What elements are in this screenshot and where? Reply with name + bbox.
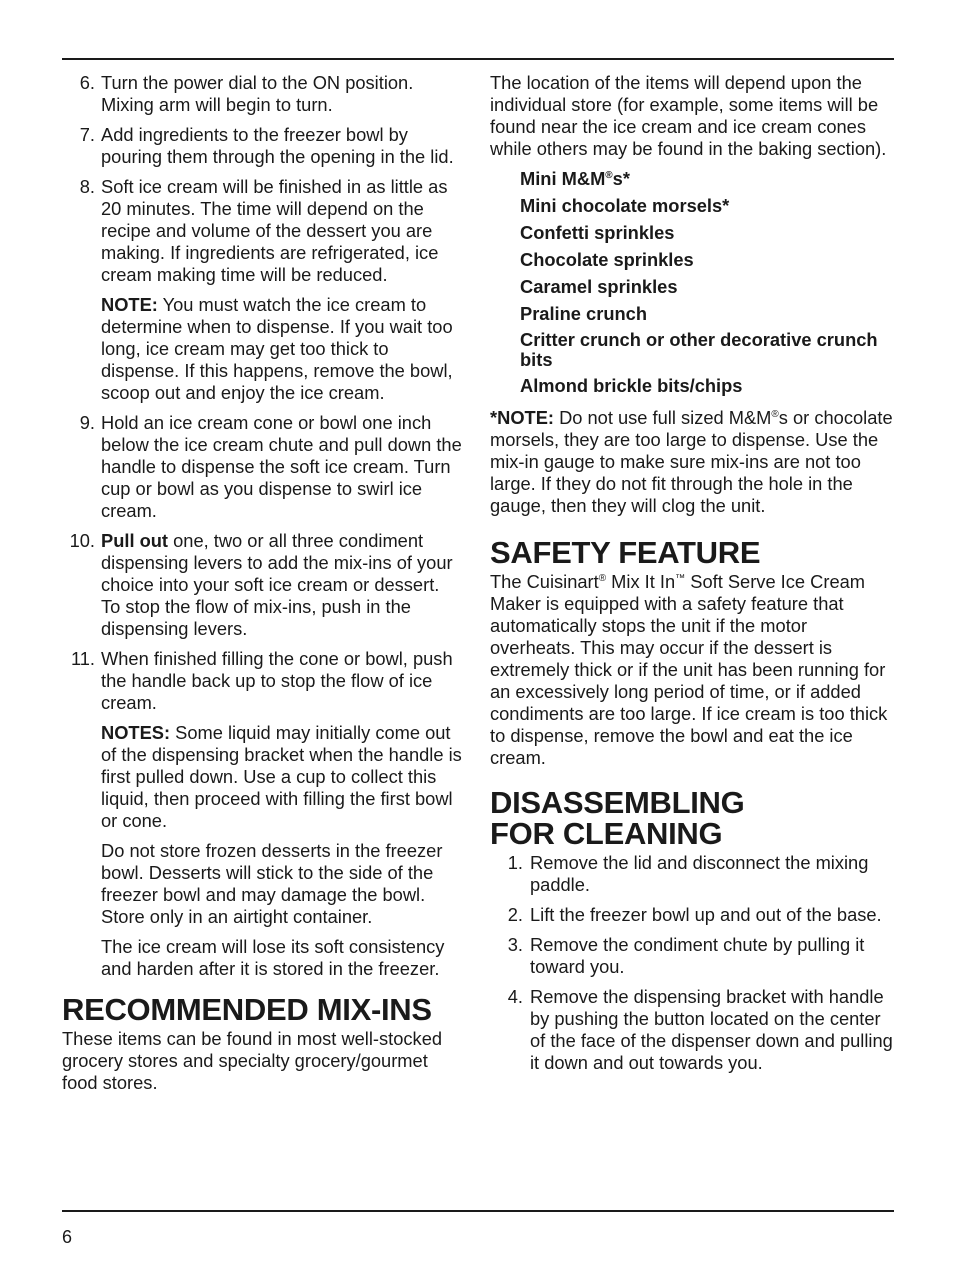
step-text: Remove the dispensing bracket with handle by pushing the button located on the center of the face of the dispenser down and pulling it down and out towards you.	[530, 986, 893, 1073]
note-text: s or chocolate morsels, they are too large to dispense. Use the mix-in gauge to make sure mix-ins are not too large. If they do not fit through the hole in the gauge, then they will clog the unit.	[490, 407, 893, 516]
step-number: 9.	[79, 412, 95, 433]
step-emphasis: Pull out	[101, 530, 169, 551]
step-text: Remove the condiment chute by pulling it toward you.	[530, 934, 865, 977]
step-number: 1.	[507, 852, 523, 873]
note-label: *NOTE:	[490, 407, 554, 428]
list-item	[62, 176, 462, 286]
step-number: 7.	[79, 124, 95, 145]
list-item	[490, 986, 895, 1074]
list-item: Praline crunch	[520, 303, 647, 324]
page-number: 6	[62, 1227, 73, 1247]
step-number: 11.	[70, 648, 95, 669]
step-text: Remove the lid and disconnect the mixing paddle.	[530, 852, 869, 895]
list-item: Confetti sprinkles	[520, 222, 675, 243]
list-item: Critter crunch or other decorative crunch bits	[520, 329, 878, 370]
step-text: one, two or all three condiment dispensing levers to add the mix-ins of your choice into your soft ice cream or dessert. To stop the flow of mix-ins, push in the dispensing levers.	[101, 530, 453, 639]
step-text: Hold an ice cream cone or bowl one inch below the ice cream chute and pull down the handle to dispense the soft ice cream. Turn cup or bowl as you dispense to swirl ice cream.	[101, 412, 462, 521]
registered-mark: ®	[771, 408, 779, 420]
safety-text: Soft Serve Ice Cream Maker is equipped with a safety feature that automatically stops the unit if the motor overheats. This may occur if the dessert is extremely thick or if the unit has been running for an excessively long period of time, or if added condiments are too large. If ice cream is too thick to dispense, remove the bowl and eat the ice cream.	[490, 571, 888, 768]
step-number: 3.	[507, 934, 523, 955]
step-number: 10.	[69, 530, 95, 551]
list-item	[490, 904, 895, 926]
list-item	[62, 530, 462, 640]
note-text: You must watch the ice cream to determine when to dispense. If you wait too long, ice cream may get too thick to dispense. If this happens, remove the bowl, scoop out and enjoy the ice cream.	[101, 294, 453, 403]
registered-mark: ®	[598, 572, 607, 584]
list-item	[62, 124, 462, 168]
registered-mark: ®	[605, 169, 613, 181]
list-item	[520, 168, 895, 190]
note-paragraph	[490, 407, 895, 517]
step-text: Lift the freezer bowl up and out of the base.	[530, 904, 882, 925]
list-item	[490, 852, 895, 896]
notes-text: Some liquid may initially come out of the dispensing bracket when the handle is first pulled down. Use a cup to collect this liquid, then proceed with filling the first bowl or cone.	[101, 722, 462, 831]
step-text: Soft ice cream will be finished in as little as 20 minutes. The time will depend on the recipe and volume of the dessert you are making. If ingredients are refrigerated, ice cream making time will be reduced.	[101, 176, 448, 285]
step-text: Add ingredients to the freezer bowl by pouring them through the opening in the lid.	[101, 124, 454, 167]
step-text: When finished filling the cone or bowl, push the handle back up to stop the flow of ice cream.	[101, 648, 453, 713]
section-heading-safety: SAFETY FEATURE	[490, 535, 761, 570]
left-column	[62, 72, 462, 1094]
top-rule	[62, 58, 894, 60]
list-item: Mini chocolate morsels*	[520, 195, 730, 216]
safety-paragraph	[490, 571, 895, 769]
notes-paragraph: Do not store frozen desserts in the freezer bowl. Desserts will stick to the side of the freezer bowl and may damage the bowl. Store only in an airtight container.	[101, 840, 443, 927]
notes-paragraph: The ice cream will lose its soft consistency and harden after it is stored in the freezer.	[101, 936, 445, 979]
trademark-mark: ™	[675, 572, 686, 584]
section-heading-disassembly	[490, 787, 895, 849]
list-item: Chocolate sprinkles	[520, 249, 694, 270]
section-heading-mixins: RECOMMENDED MIX-INS	[62, 992, 432, 1027]
bottom-rule	[62, 1210, 894, 1212]
mixins-list	[490, 168, 895, 397]
step-number: 6.	[79, 72, 95, 93]
step-text: Turn the power dial to the ON position. Mixing arm will begin to turn.	[101, 72, 414, 115]
safety-text: The Cuisinart	[490, 571, 599, 592]
notes-paragraph	[62, 722, 462, 832]
list-item	[62, 412, 462, 522]
note-label: NOTE:	[101, 294, 158, 315]
step-number: 2.	[507, 904, 523, 925]
mixins-intro: These items can be found in most well-stocked grocery stores and specialty grocery/gourmet food stores.	[62, 1028, 443, 1093]
notes-label: NOTES:	[101, 722, 171, 743]
step-number: 8.	[79, 176, 95, 197]
note-paragraph	[62, 294, 462, 404]
mixin-text: Mini M&M	[520, 168, 606, 189]
list-item	[490, 934, 895, 978]
location-paragraph: The location of the items will depend upon the individual store (for example, some items will be found near the ice cream and ice cream cones while others may be found in the baking section).	[490, 72, 887, 159]
safety-text: Mix It In	[606, 571, 676, 592]
heading-line: DISASSEMBLING	[490, 785, 745, 820]
list-item: Caramel sprinkles	[520, 276, 678, 297]
heading-line: FOR CLEANING	[490, 816, 723, 851]
right-column	[490, 72, 895, 1082]
mixin-text: s*	[612, 168, 630, 189]
list-item: Almond brickle bits/chips	[520, 375, 743, 396]
list-item	[62, 72, 462, 116]
step-number: 4.	[507, 986, 523, 1007]
note-text: Do not use full sized M&M	[553, 407, 772, 428]
list-item	[62, 648, 462, 714]
